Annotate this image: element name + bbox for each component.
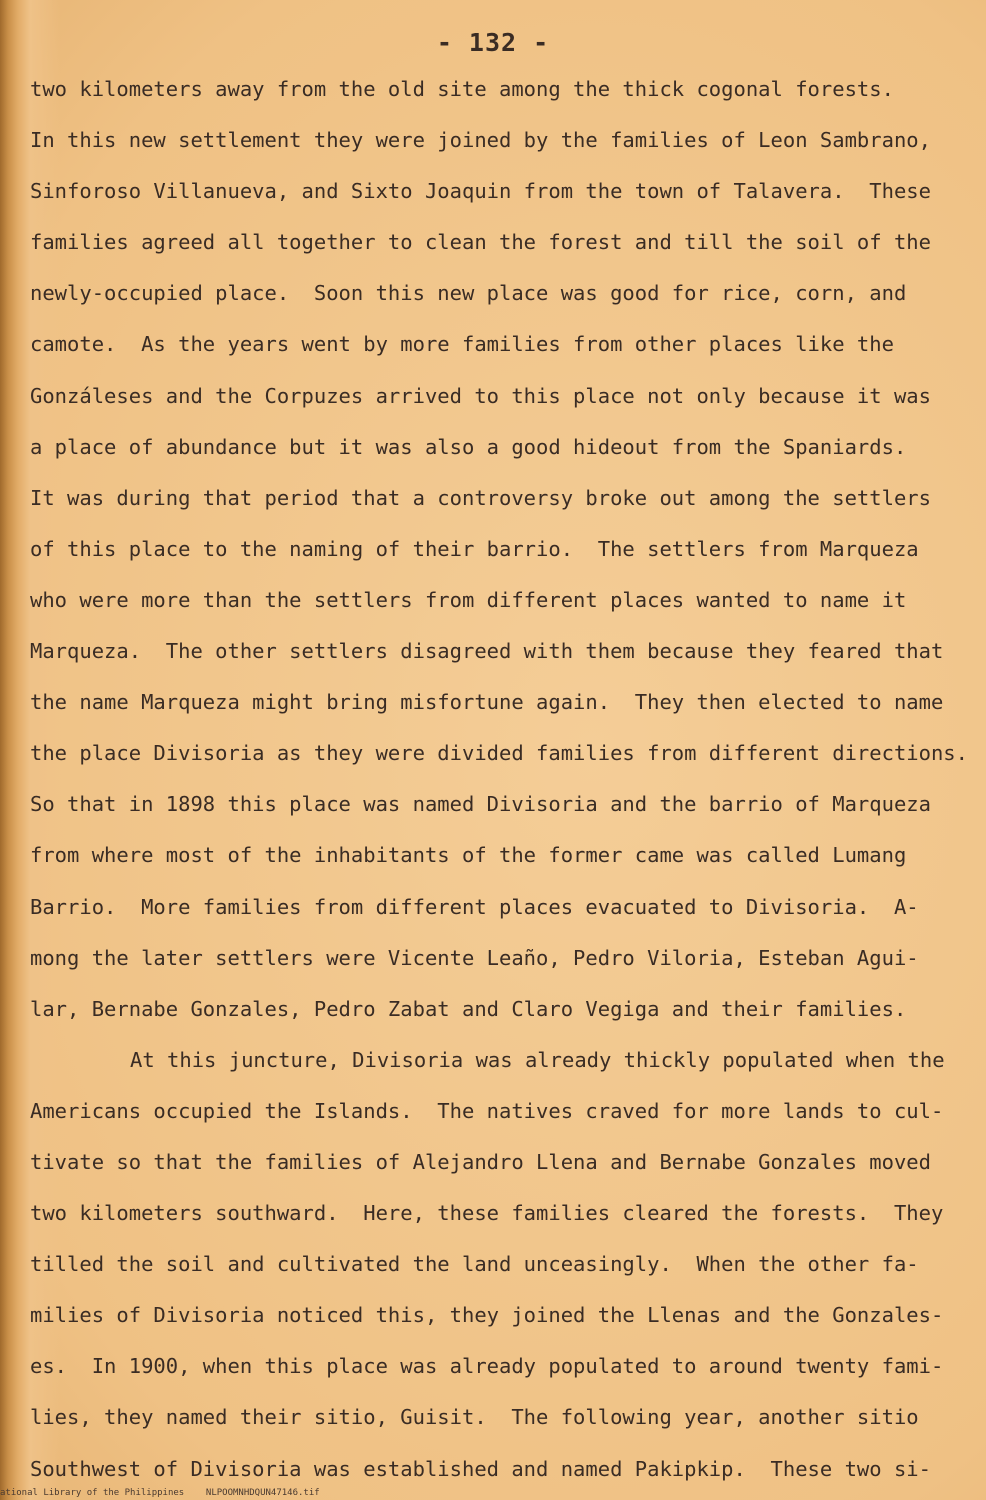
text-line: It was during that period that a controversy broke out among the settlers bbox=[30, 485, 931, 510]
text-line: Sinforoso Villanueva, and Sixto Joaquin from the town of Talavera. These bbox=[30, 179, 931, 204]
text-line: two kilometers away from the old site among the thick cogonal forests. bbox=[30, 77, 894, 101]
text-line: a place of abundance but it was also a good hideout from the Spaniards. bbox=[30, 434, 907, 459]
text-line: Southwest of Divisoria was established and named Pakipkip. These two si- bbox=[30, 1456, 931, 1481]
text-line: lies, they named their sitio, Guisit. The following year, another sitio bbox=[30, 1405, 919, 1430]
body-text bbox=[30, 64, 980, 1495]
text-line: Americans occupied the Islands. The natives craved for more lands to cul- bbox=[30, 1098, 944, 1123]
text-line: mong the later settlers were Vicente Leaño, Pedro Viloria, Esteban Agui- bbox=[30, 945, 919, 970]
text-line: the place Divisoria as they were divided families from different directions. bbox=[30, 741, 968, 766]
page-number: - 132 - bbox=[436, 28, 550, 57]
text-line: of this place to the naming of their barrio. The settlers from Marqueza bbox=[30, 536, 919, 561]
text-line: Barrio. More families from different places evacuated to Divisoria. A- bbox=[30, 894, 919, 919]
text-line: newly-occupied place. Soon this new place was good for rice, corn, and bbox=[30, 281, 907, 306]
text-line: tivate so that the families of Alejandro Llena and Bernabe Gonzales moved bbox=[30, 1149, 931, 1174]
text-line: Gonzáleses and the Corpuzes arrived to this place not only because it was bbox=[30, 383, 931, 408]
text-line: the name Marqueza might bring misfortune again. They then elected to name bbox=[30, 690, 944, 715]
text-line: families agreed all together to clean the forest and till the soil of the bbox=[30, 230, 931, 255]
text-line: lar, Bernabe Gonzales, Pedro Zabat and Claro Vegiga and their families. bbox=[30, 996, 907, 1021]
text-line: tilled the soil and cultivated the land unceasingly. When the other fa- bbox=[30, 1252, 919, 1277]
text-line: In this new settlement they were joined by the families of Leon Sambrano, bbox=[30, 128, 931, 153]
text-line: So that in 1898 this place was named Divisoria and the barrio of Marqueza bbox=[30, 792, 931, 817]
text-line: camote. As the years went by more families from other places like the bbox=[30, 332, 894, 357]
scan-footer-caption: ational Library of the Philippines NLPOOMNHDQUN47146.tif bbox=[0, 1488, 320, 1498]
paragraph-start-line: At this juncture, Divisoria was already thickly populated when the bbox=[130, 1047, 945, 1072]
text-line: es. In 1900, when this place was already populated to around twenty fami- bbox=[30, 1354, 944, 1379]
text-line: two kilometers southward. Here, these families cleared the forests. They bbox=[30, 1201, 944, 1226]
text-line: milies of Divisoria noticed this, they joined the Llenas and the Gonzales- bbox=[30, 1303, 944, 1328]
text-line: who were more than the settlers from different places wanted to name it bbox=[30, 587, 907, 612]
text-line: from where most of the inhabitants of the former came was called Lumang bbox=[30, 843, 907, 868]
text-line: Marqueza. The other settlers disagreed with them because they feared that bbox=[30, 639, 944, 664]
